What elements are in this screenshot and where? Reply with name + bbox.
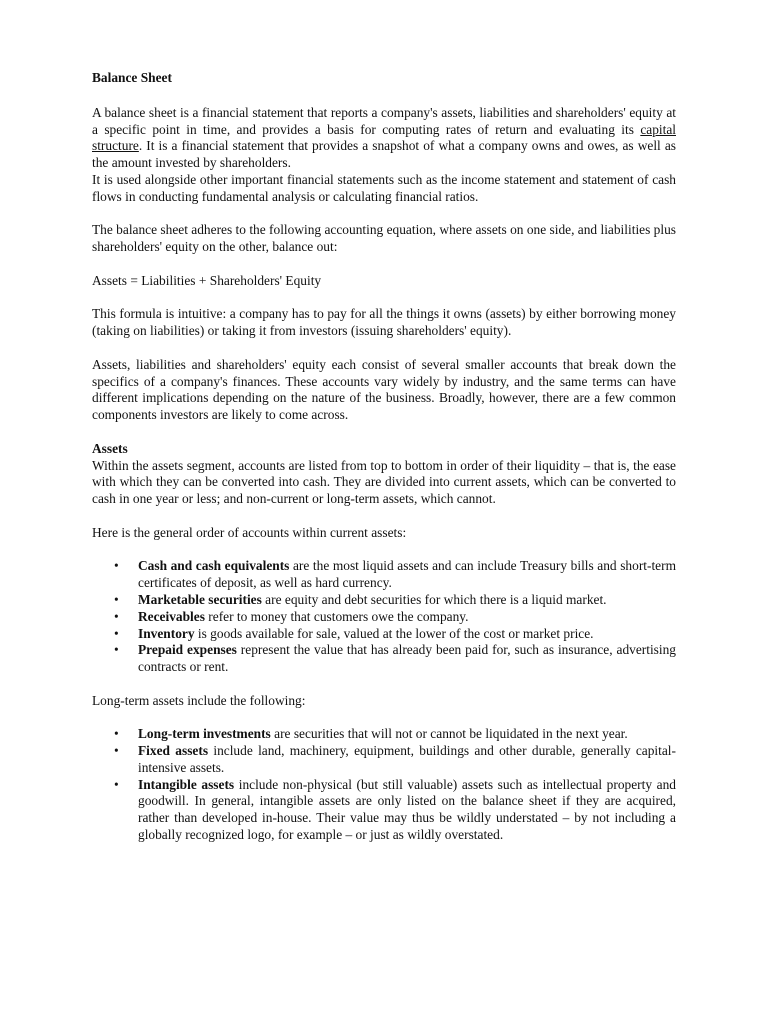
list-item (92, 558, 676, 592)
list-item-term: Long-term investments (138, 726, 271, 742)
equation-intro-paragraph: The balance sheet adheres to the following accounting equation, where assets on one side, and liabilities plus shareholders' equity on the other, balance out: (92, 222, 676, 255)
list-item (92, 743, 676, 777)
list-item (92, 592, 676, 609)
document-title: Balance Sheet (92, 70, 172, 85)
list-item-term: Prepaid expenses (138, 642, 237, 658)
list-item (92, 642, 676, 676)
list-item-desc: represent the value that has already been paid for, such as insurance, advertising contracts or rent. (138, 642, 677, 675)
list-item-desc: are securities that will not or cannot be liquidated in the next year. (270, 726, 628, 742)
list-item-term: Cash and cash equivalents (138, 558, 290, 574)
list-item (92, 626, 676, 643)
formula-explanation-paragraph: This formula is intuitive: a company has to pay for all the things it owns (assets) by either borrowing money (taking on liabilities) or taking it from investors (issuing shareholders' equity). (92, 306, 676, 339)
list-item-desc: are the most liquid assets and can include Treasury bills and short-term certificates of deposit, as well as hard currency. (138, 558, 676, 591)
document-page (92, 70, 676, 844)
list-item-desc: refer to money that customers owe the company. (204, 608, 469, 624)
list-item-desc: include non-physical (but still valuable) assets such as intellectual property and goodwill. In general, intangible assets are only listed on the balance sheet if they are acquired, rather than developed in-house. Their value may thus be wildly understated – by not including a globally recognized logo, for example – or just as wildly overstated. (138, 776, 676, 843)
intro-text-start: A balance sheet is a financial statement that reports a company's assets, liabilities and shareholders' equity at a specific point in time, and provides a basis for computing rates of return and evaluating its (92, 104, 676, 137)
long-term-assets-intro: Long-term assets include the following: (92, 692, 306, 708)
list-item-term: Inventory (138, 625, 195, 641)
assets-paragraph: Within the assets segment, accounts are listed from top to bottom in order of their liquidity – that is, the ease with which they can be converted into cash. They are divided into current assets, which can be converted to cash in one year or less; and non-current or long-term assets, which cannot. (92, 457, 676, 507)
bullet-icon: • (114, 743, 119, 759)
intro-text-end: . It is a financial statement that provides a snapshot of what a company owns and owes, as well as the amount invested by shareholders. (92, 138, 676, 171)
list-item-term: Marketable securities (138, 591, 262, 607)
bullet-icon: • (114, 591, 119, 607)
list-item-desc: include land, machinery, equipment, buildings and other durable, generally capital-intensive assets. (138, 743, 676, 775)
current-assets-intro: Here is the general order of accounts within current assets: (92, 524, 407, 540)
bullet-icon: • (114, 642, 119, 658)
list-item-term: Receivables (138, 608, 205, 624)
list-item-term: Fixed assets (138, 743, 209, 759)
list-item-term: Intangible assets (138, 776, 235, 792)
intro-paragraph-2: It is used alongside other important financial statements such as the income statement and statement of cash flows in conducting fundamental analysis or calculating financial ratios. (92, 171, 676, 204)
bullet-icon: • (114, 776, 119, 792)
current-assets-list (92, 558, 676, 676)
intro-paragraph (92, 105, 676, 172)
long-term-assets-list (92, 726, 676, 844)
list-item (92, 609, 676, 626)
accounting-equation: Assets = Liabilities + Shareholders' Equity (92, 272, 322, 288)
bullet-icon: • (114, 625, 119, 641)
bullet-icon: • (114, 608, 119, 624)
capital-structure-link[interactable]: capital structure (92, 121, 676, 154)
list-item-desc: are equity and debt securities for which there is a liquid market. (261, 591, 607, 607)
assets-heading: Assets (92, 440, 128, 456)
bullet-icon: • (114, 558, 119, 574)
list-item (92, 777, 676, 844)
bullet-icon: • (114, 726, 119, 742)
list-item-desc: is goods available for sale, valued at the lower of the cost or market price. (194, 625, 594, 641)
list-item (92, 726, 676, 743)
components-paragraph: Assets, liabilities and shareholders' equity each consist of several smaller accounts that break down the specifics of a company's finances. These accounts vary widely by industry, and the same terms can have different implications depending on the nature of the business. Broadly, however, there are a few common components investors are likely to come across. (92, 356, 676, 423)
